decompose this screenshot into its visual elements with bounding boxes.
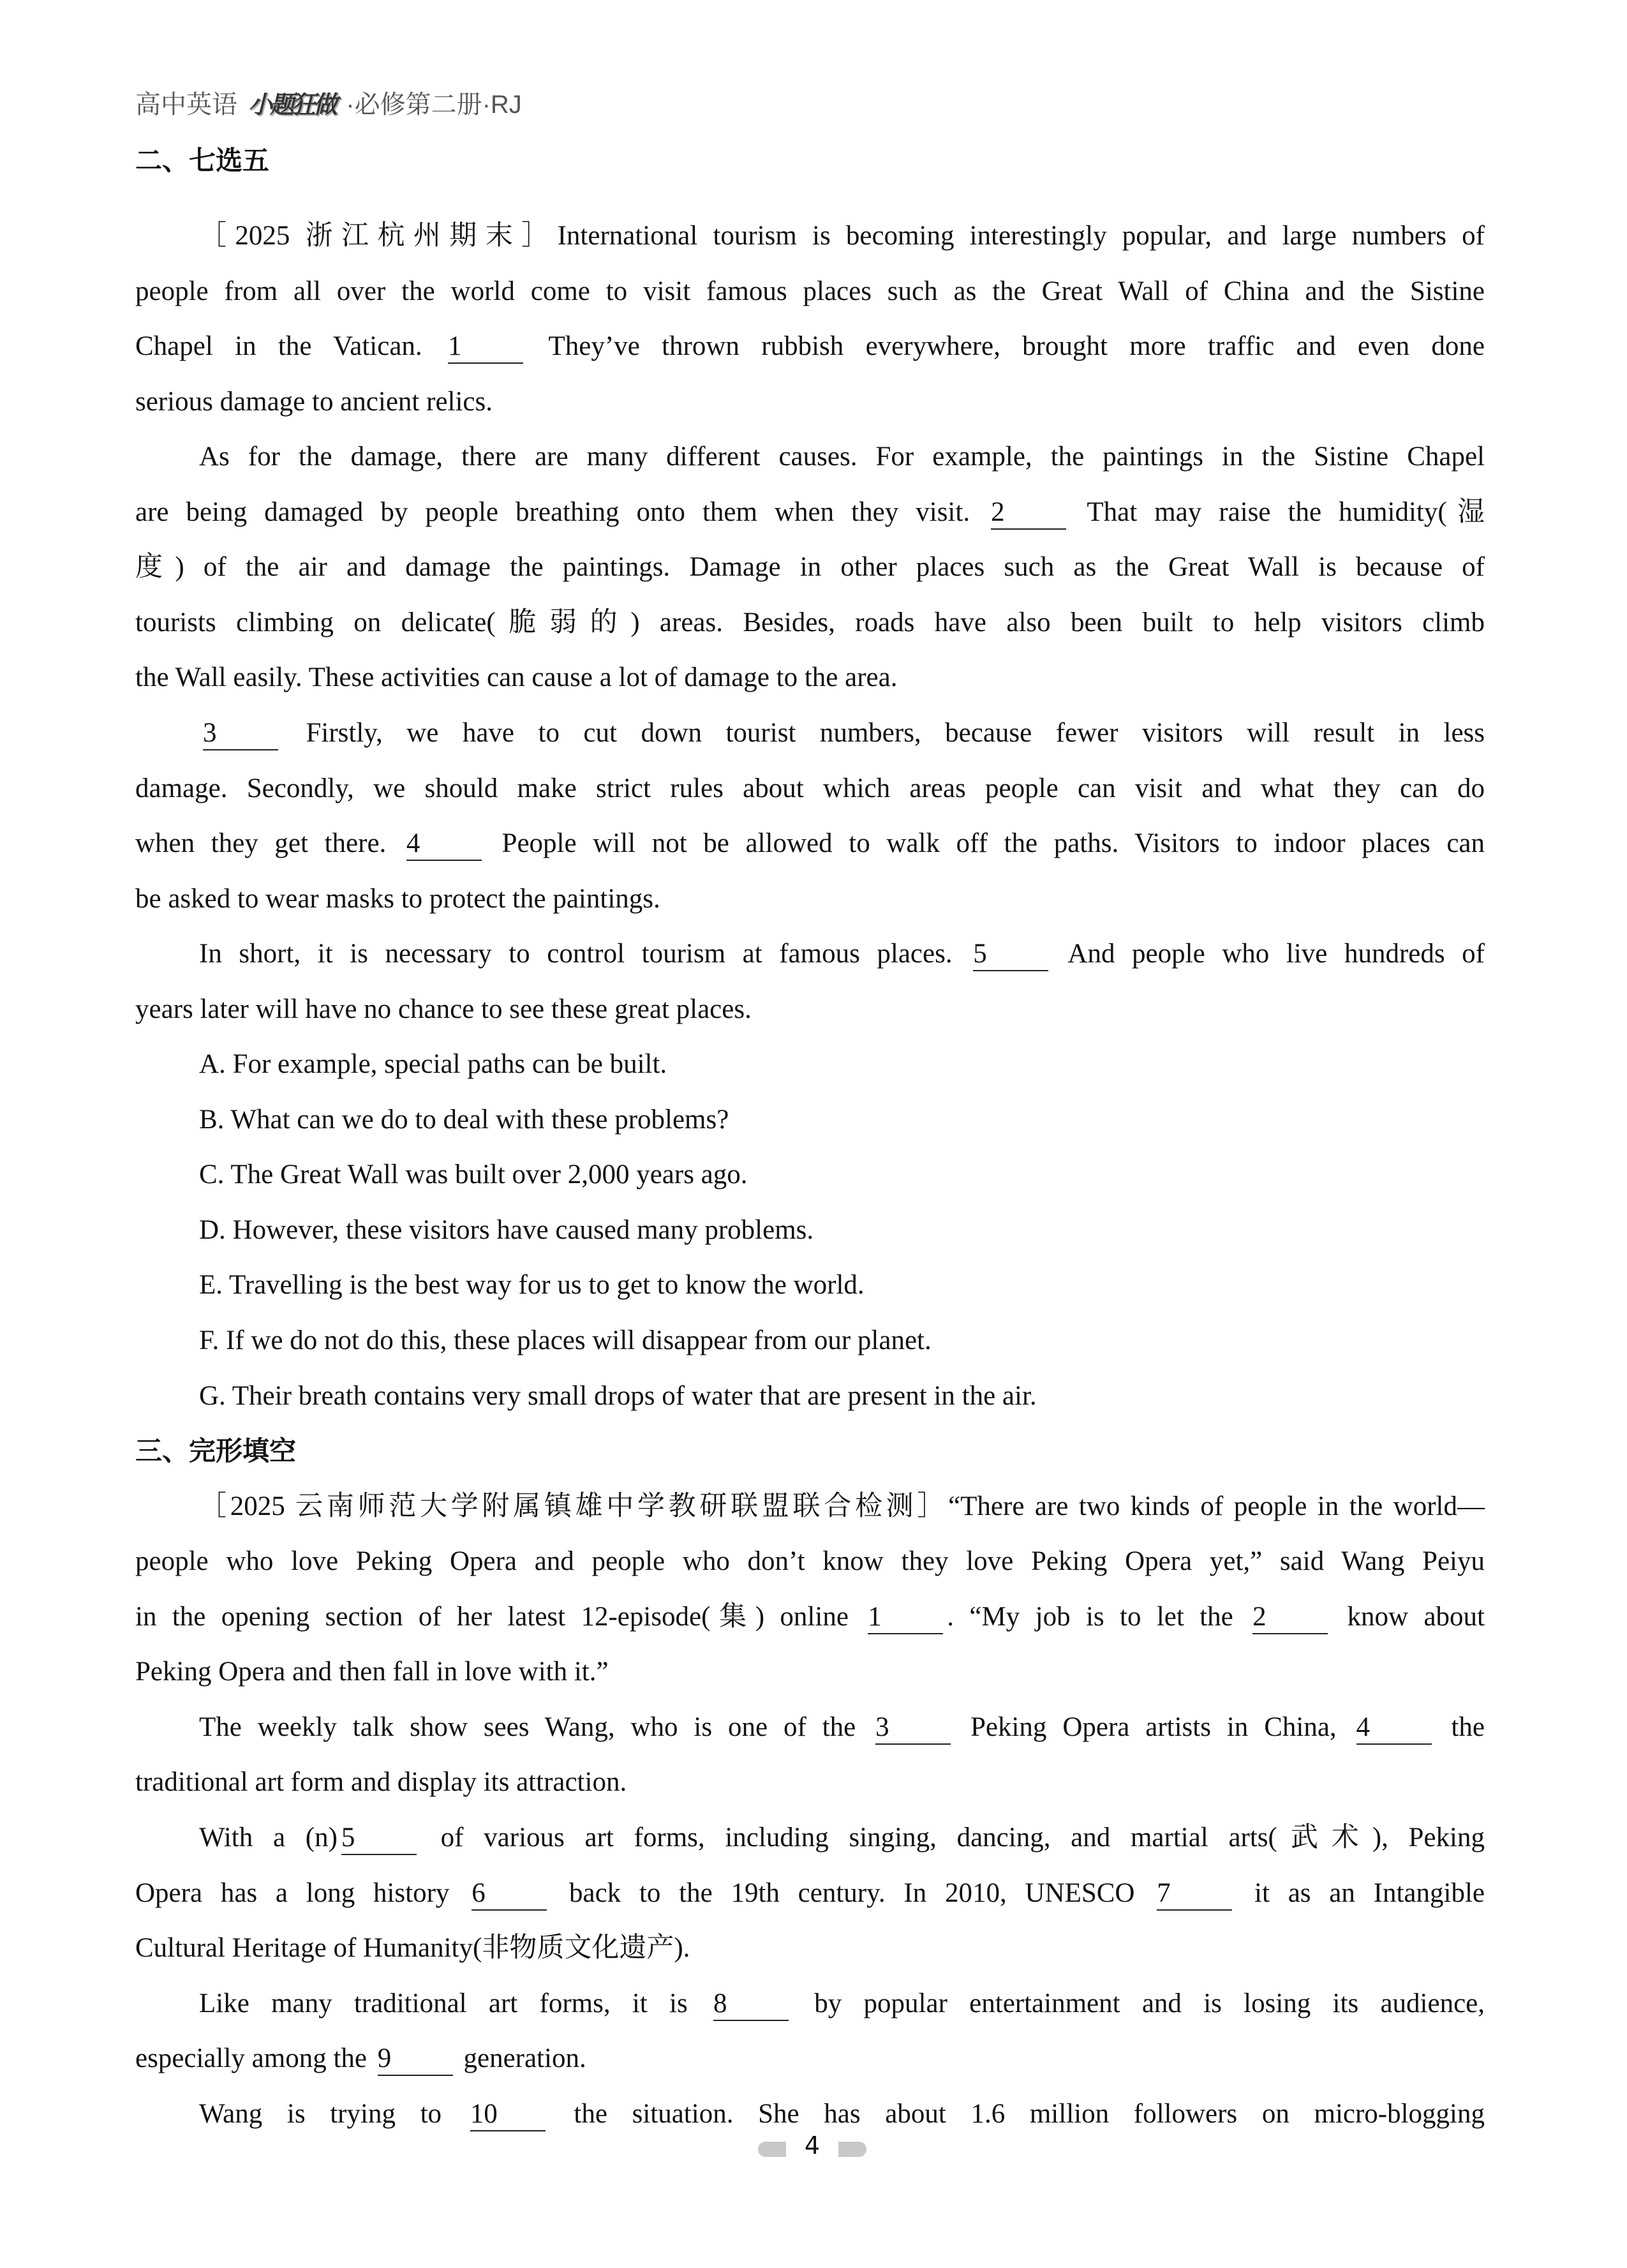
- text-line: [135, 327, 1485, 366]
- text-segment: by popular entertainment and is losing its audience,: [792, 1988, 1485, 2018]
- section-heading: [135, 1432, 1485, 1470]
- answer-blank: 3: [203, 717, 278, 750]
- text-line: [135, 604, 1485, 642]
- answer-blank: 2: [991, 496, 1066, 530]
- text-segment: the situation. She has about 1.6 million followers on micro-blogging: [549, 2098, 1485, 2129]
- text-segment: . “My job is to let the: [947, 1601, 1249, 1632]
- running-header: [135, 84, 522, 121]
- answer-blank: 8: [713, 1988, 789, 2021]
- text-segment: especially among the: [135, 2043, 374, 2074]
- section-heading: [135, 142, 1485, 180]
- header-subject: 高中英语: [135, 91, 237, 119]
- text-segment: G. Their breath contains very small drops of water that are present in the air.: [199, 1380, 1037, 1411]
- text-segment: That may raise the humidity(湿: [1070, 496, 1485, 527]
- text-segment: people who love Peking Opera and people who don’t know they love Peking Opera yet,” said Wang Peiyu: [135, 1546, 1485, 1577]
- text-segment: of various art forms, including singing, dancing, and martial arts(武术), Peking: [420, 1822, 1485, 1853]
- option-line: [199, 1211, 1485, 1250]
- text-segment: Firstly, we have to cut down tourist numbers, because fewer visitors will result in less: [282, 717, 1485, 748]
- text-line: [135, 1929, 1485, 1967]
- text-line: [135, 2040, 1485, 2078]
- text-line: [135, 1653, 1485, 1691]
- text-segment: people from all over the world come to visit famous places such as the Great Wall of China and the Sistine: [135, 276, 1485, 306]
- text-line: [135, 1542, 1485, 1581]
- answer-blank: 9: [378, 2043, 453, 2076]
- text-line: [135, 1763, 1485, 1802]
- text-line: [199, 1985, 1485, 2023]
- text-segment: Peking Opera and then fall in love with it.”: [135, 1657, 609, 1687]
- option-line: [199, 1377, 1485, 1415]
- text-line: [135, 990, 1485, 1029]
- text-line: [199, 2095, 1485, 2133]
- text-line: [199, 1488, 1485, 1526]
- text-segment: damage. Secondly, we should make strict rules about which areas people can visit and what they can do: [135, 773, 1485, 803]
- answer-blank: 10: [470, 2098, 546, 2131]
- text-segment: know about: [1332, 1601, 1485, 1632]
- text-segment: And people who live hundreds of: [1052, 939, 1485, 969]
- answer-blank: 1: [448, 331, 523, 364]
- text-line: [135, 824, 1485, 863]
- text-segment: ［2025 云南师范大学附属镇雄中学教研联盟联合检测］“There are two kinds of people in the world—: [199, 1491, 1485, 1521]
- text-segment: the Wall easily. These activities can cause a lot of damage to the area.: [135, 662, 898, 693]
- text-line: [135, 272, 1485, 311]
- text-line: [199, 935, 1485, 973]
- text-line: [199, 438, 1485, 476]
- text-segment: As for the damage, there are many different causes. For example, the paintings in the Sistine Chapel: [199, 442, 1485, 472]
- answer-blank: 6: [472, 1877, 547, 1911]
- answer-blank: 4: [1356, 1712, 1432, 1745]
- answer-blank: 4: [406, 828, 482, 861]
- text-segment: Wang is trying to: [199, 2098, 466, 2129]
- text-segment: People will not be allowed to walk off the paths. Visitors to indoor places can: [485, 828, 1485, 859]
- text-segment: D. However, these visitors have caused many problems.: [199, 1214, 814, 1245]
- text-line: [135, 493, 1485, 532]
- text-segment: Opera has a long history: [135, 1877, 468, 1908]
- answer-blank: 7: [1157, 1877, 1232, 1911]
- text-segment: 二、七选五: [135, 145, 270, 176]
- text-segment: Like many traditional art forms, it is: [199, 1988, 709, 2018]
- option-line: [199, 1266, 1485, 1304]
- text-line: [135, 770, 1485, 808]
- answer-blank: 3: [875, 1712, 951, 1745]
- text-line: [135, 1598, 1485, 1636]
- text-line: [135, 659, 1485, 697]
- text-segment: A. For example, special paths can be built.: [199, 1049, 667, 1080]
- text-line: [135, 1874, 1485, 1913]
- option-line: [199, 1045, 1485, 1084]
- text-segment: Chapel in the Vatican.: [135, 331, 444, 362]
- text-segment: it as an Intangible: [1236, 1877, 1485, 1908]
- page-number: 4: [804, 2131, 821, 2160]
- option-line: [199, 1101, 1485, 1139]
- text-segment: be asked to wear masks to protect the paintings.: [135, 883, 660, 914]
- text-line: [199, 217, 1485, 255]
- text-line: [199, 1819, 1485, 1857]
- option-line: [199, 1156, 1485, 1194]
- text-segment: the: [1435, 1712, 1485, 1742]
- text-segment: traditional art form and display its attraction.: [135, 1767, 627, 1798]
- text-line: [199, 1708, 1485, 1747]
- text-segment: are being damaged by people breathing onto them when they visit.: [135, 496, 988, 527]
- text-segment: when they get there.: [135, 828, 403, 859]
- option-line: [199, 1322, 1485, 1360]
- text-line: [135, 548, 1485, 586]
- text-segment: back to the 19th century. In 2010, UNESCO: [551, 1877, 1154, 1908]
- text-segment: In short, it is necessary to control tourism at famous places.: [199, 939, 970, 969]
- text-segment: E. Travelling is the best way for us to get to know the world.: [199, 1270, 865, 1301]
- text-segment: They’ve thrown rubbish everywhere, brought more traffic and even done: [526, 331, 1485, 362]
- text-segment: in the opening section of her latest 12-episode(集) online: [135, 1601, 865, 1632]
- text-segment: With a (n): [199, 1822, 338, 1853]
- text-segment: tourists climbing on delicate(脆弱的) areas. Besides, roads have also been built to help visitors climb: [135, 607, 1485, 638]
- text-segment: 度) of the air and damage the paintings. Damage in other places such as the Great Wall is because of: [135, 552, 1485, 583]
- text-segment: Cultural Heritage of Humanity(非物质文化遗产).: [135, 1933, 690, 1964]
- text-segment: B. What can we do to deal with these problems?: [199, 1104, 729, 1135]
- text-segment: generation.: [456, 2043, 586, 2074]
- text-segment: years later will have no chance to see these great places.: [135, 994, 752, 1024]
- text-line: [135, 383, 1485, 421]
- text-segment: Peking Opera artists in China,: [955, 1712, 1353, 1742]
- answer-blank: 5: [973, 938, 1048, 971]
- text-segment: The weekly talk show sees Wang, who is one of the: [199, 1712, 872, 1742]
- answer-blank: 5: [341, 1822, 417, 1855]
- text-line: [135, 880, 1485, 918]
- page-number-footer: [758, 2131, 866, 2160]
- text-segment: F. If we do not do this, these places will disappear from our planet.: [199, 1325, 932, 1355]
- header-volume: ·必修第二册·RJ: [346, 91, 522, 119]
- answer-blank: 1: [868, 1601, 943, 1634]
- text-segment: ［2025 浙江杭州期末］International tourism is becoming interestingly popular, and large numbers of: [199, 221, 1485, 251]
- series-logo: 小题狂做: [248, 90, 336, 119]
- text-segment: serious damage to ancient relics.: [135, 386, 493, 417]
- text-segment: 三、完形填空: [135, 1435, 297, 1467]
- text-line: [199, 714, 1485, 752]
- answer-blank: 2: [1252, 1601, 1328, 1634]
- text-segment: C. The Great Wall was built over 2,000 years ago.: [199, 1160, 748, 1190]
